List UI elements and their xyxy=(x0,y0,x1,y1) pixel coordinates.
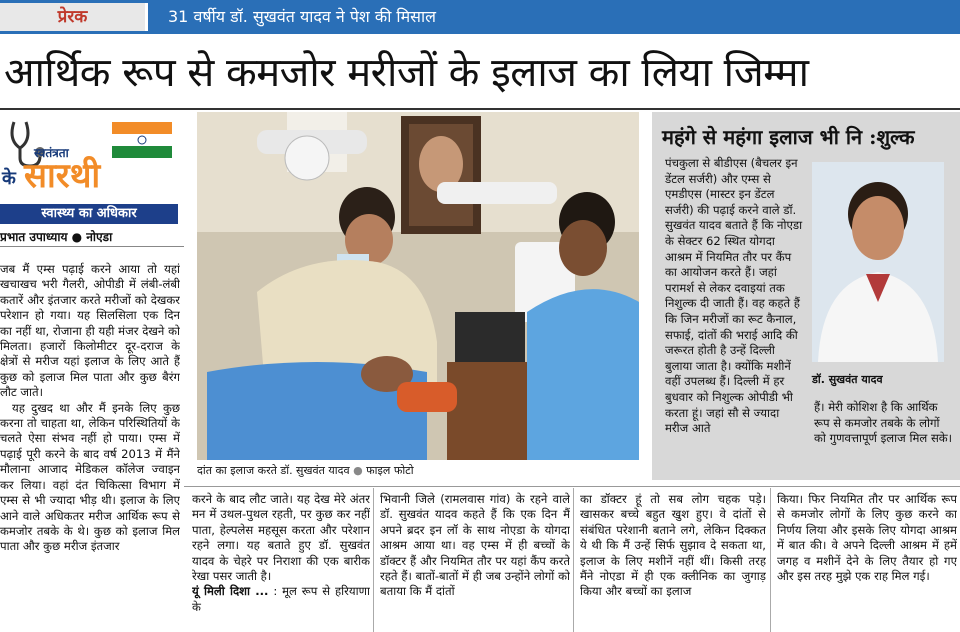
portrait-caption: डॉ. सुखवंत यादव xyxy=(812,373,883,386)
logo-line1: स्वतंत्रता xyxy=(34,146,69,160)
paragraph: किया। फिर नियमित तौर पर आर्थिक रूप से कमजोर लोगों के लिए कुछ करने का निर्णय लिया और इसके लिए योगदा आश्रम में बात की। वे अपने दिल्ली आश्रम में हमें जगह व मशीनें देने के लिए तैयार हो गए और इस तरह मुझे एक राह मिल गई। xyxy=(777,492,957,584)
subheading: यूं मिली दिशा ... xyxy=(192,584,269,599)
column-divider xyxy=(573,488,574,632)
column-divider xyxy=(770,488,771,632)
logo-line3: सारथी xyxy=(24,156,101,196)
paragraph: भिवानी जिले (रामलवास गांव) के रहने वाले डॉ. सुखवंत यादव कहते हैं कि एक दिन मैं अपने ब्रदर इन लॉ के साथ नोएडा के योगदा आश्रम आया था। वह एम्स में ही बच्चों के डॉक्टर हैं और नियमित तौर पर यहां कैंप करते रहते हैं। बातों-बातों में ही जब उन्होंने लोगों को बताया कि मैं दांतों xyxy=(380,492,570,599)
flag-icon xyxy=(112,122,172,158)
headline-divider xyxy=(0,108,960,110)
page-headline: आर्थिक रूप से कमजोर मरीजों के इलाज का लिया जिम्मा xyxy=(4,50,809,96)
caption-text: दांत का इलाज करते डॉ. सुखवंत यादव xyxy=(197,464,350,477)
sidebar-title: महंगे से महंगा इलाज भी नि :शुल्क xyxy=(662,125,915,149)
sidebar-text: पंचकुला से बीडीएस (बैचलर इन डेंटल सर्जरी) और एम्स से एमडीएस (मास्टर इन डेंटल सर्जरी) की पढ़ाई करने वाले डॉ. सुखवंत यादव बताते हैं कि नोएडा के सेक्टर 62 स्थित योगदा आश्रम में नियमित तौर पर कैंप का आयोजन करते हैं। जहां परामर्श से लेकर दवाइयां तक निशुल्क दी जाती हैं। वह कहते हैं कि जिन मरीजों का रूट कैनाल, सफाई, दांतों की भराई आदि की जरूरत होती है उन्हें दिल्ली बुलाया जाता है। क्योंकि मशीनें वहीं उपलब्ध हैं। दिल्ली में हर बुधवार को निशुल्क ओपीडी भी करता हूं। जहां सौ से ज्यादा मरीज आते xyxy=(665,156,803,436)
series-logo xyxy=(0,116,184,226)
paragraph: करने के बाद लौट जाते। यह देख मेरे अंतर मन में उथल-पुथल रहती, पर कुछ कर नहीं पाता, हेल्पलेस महसूस करता और परेशान रहने लगा। यह बताते हुए डॉ. सुखवंत यादव के चेहरे पर निराशा की एक बारीक रेखा पसर जाती है। xyxy=(192,492,370,584)
article-column-3 xyxy=(380,492,570,632)
article-column-4 xyxy=(580,492,766,632)
subheadline: 31 वर्षीय डॉ. सुखवंत यादव ने पेश की मिसाल xyxy=(168,7,436,26)
main-photo xyxy=(197,112,639,460)
article-column-5 xyxy=(777,492,957,632)
logo-line2: के xyxy=(2,168,16,189)
article-column-1 xyxy=(0,262,180,632)
caption-separator: ● xyxy=(353,464,363,477)
logo-banner: स्वास्थ्य का अधिकार xyxy=(0,204,178,224)
doctor-portrait-image xyxy=(812,162,944,362)
column-divider xyxy=(373,488,374,632)
section-tag: प्रेरक xyxy=(0,3,148,31)
paragraph: जब मैं एम्स पढ़ाई करने आया तो यहां खचाखच भरी गैलरी, ओपीडी में लंबी-लंबी कतारें और इंतजार करते मरीजों को देखकर परेशान हो गया। यह सिलसिला एक दिन का नहीं था, रोजाना ही यही मंजर देखने को मिलता। हजारों किलोमीटर दूर-दराज के क्षेत्रों से मरीज यहां इलाज के लिए आते हैं कुछ को इलाज मिल पाता और कुछ बैरंग लौट जाते। xyxy=(0,262,180,400)
subheading-text: : मूल रूप से हरियाणा के xyxy=(192,584,370,614)
photo-credit: फाइल फोटो xyxy=(366,464,414,477)
doctor-portrait xyxy=(812,162,944,362)
dental-treatment-photo xyxy=(197,112,639,460)
paragraph: का डॉक्टर हूं तो सब लोग चहक पड़े। खासकर बच्चे बहुत खुश हुए। वे दांतों से संबंधित परेशानी बताने लगे, लेकिन दिक्कत ये थी कि मैं उन्हें सिर्फ सुझाव दे सकता था, इलाज के लिए मशीनें नहीं थीं। किसी तरह मैंने नोएडा में ही एक क्लीनिक का जुगाड़ किया और बच्चों का इलाज xyxy=(580,492,766,599)
byline-divider xyxy=(0,246,184,247)
row-divider xyxy=(184,486,960,487)
byline: प्रभात उपाध्याय ● नोएडा xyxy=(0,230,113,244)
sidebar-text-continued: हैं। मेरी कोशिश है कि आर्थिक रूप से कमजोर तबके के लोगों को गुणवत्तापूर्ण इलाज मिल सके। xyxy=(814,400,953,446)
photo-caption xyxy=(197,462,639,480)
paragraph: यह दुखद था और मैं इनके लिए कुछ करना तो चाहता था, लेकिन परिस्थितियों के चलते ऐसा संभव नहीं हो पाया। एम्स में पढ़ाई पूरी करने के बाद वर्ष 2013 में मैंने मौलाना आजाद मेडिकल कॉलेज ज्वाइन कर लिया। वहां दंत चिकित्सा विभाग में एम्स से भी ज्यादा भीड़ थी। इलाज के लिए आने वाले अधिकतर मरीज आर्थिक रूप से कमजोर तबके के थे। कुछ को इलाज मिल पाता और कुछ मरीज इंतजार xyxy=(0,400,180,554)
article-column-2 xyxy=(192,492,370,632)
subheading-line xyxy=(192,584,370,615)
